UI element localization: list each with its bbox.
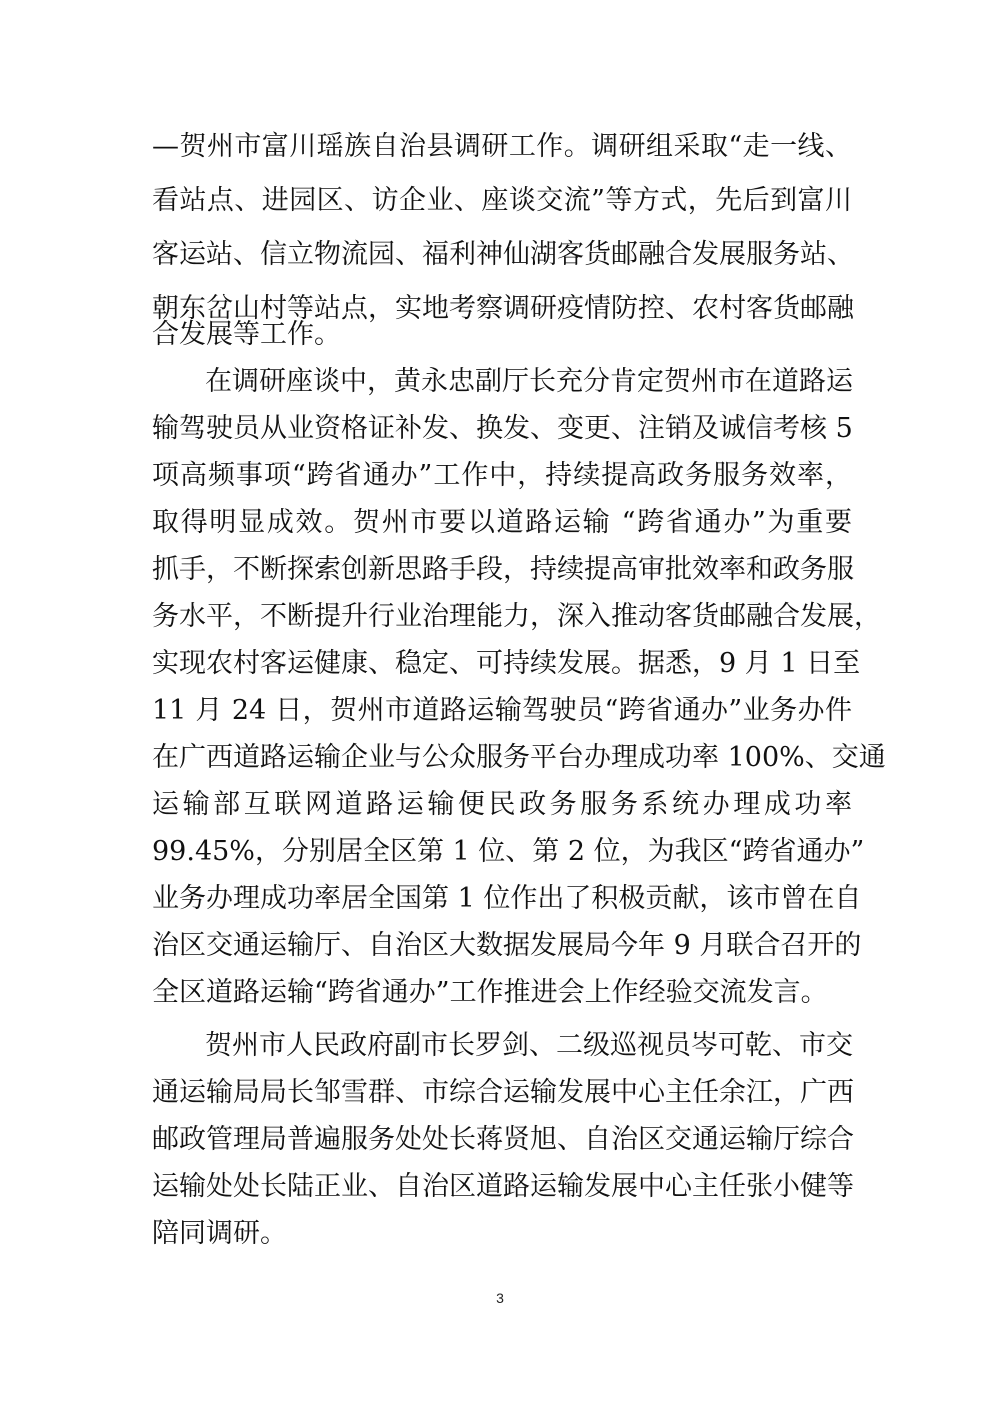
paragraph-3-line-5: 陪同调研。: [152, 1218, 287, 1249]
page-number: 3: [496, 1290, 504, 1306]
paragraph-2-line-10: 运输部互联网道路运输便民政务服务系统办理成功率: [152, 789, 852, 820]
paragraph-1-line-3: 客运站、信立物流园、福利神仙湖客货邮融合发展服务站、: [152, 239, 854, 270]
paragraph-1-line-5: 合发展等工作。: [152, 319, 341, 350]
paragraph-2-line-5: 抓手，不断探索创新思路手段，持续提高审批效率和政务服: [152, 554, 854, 585]
paragraph-2-line-3: 项高频事项“跨省通办”工作中，持续提高政务服务效率，: [152, 460, 852, 491]
paragraph-1-line-2: 看站点、进园区、访企业、座谈交流”等方式，先后到富川: [152, 185, 852, 216]
paragraph-3-line-4: 运输处处长陆正业、自治区道路运输发展中心主任张小健等: [152, 1171, 854, 1202]
paragraph-2-line-7: 实现农村客运健康、稳定、可持续发展。据悉，9 月 1 日至: [152, 648, 861, 679]
paragraph-3-line-2: 通运输局局长邹雪群、市综合运输发展中心主任余江，广西: [152, 1077, 854, 1108]
paragraph-2-line-1: 在调研座谈中，黄永忠副厅长充分肯定贺州市在道路运: [205, 366, 853, 397]
paragraph-2-line-8: 11 月 24 日，贺州市道路运输驾驶员“跨省通办”业务办件: [152, 695, 852, 726]
paragraph-2-line-14: 全区道路运输“跨省通办”工作推进会上作经验交流发言。: [152, 977, 828, 1008]
paragraph-1-line-1: —贺州市富川瑶族自治县调研工作。调研组采取“走一线、: [152, 131, 852, 162]
paragraph-2-line-13: 治区交通运输厅、自治区大数据发展局今年 9 月联合召开的: [152, 930, 862, 961]
paragraph-3-line-3: 邮政管理局普遍服务处处长蒋贤旭、自治区交通运输厅综合: [152, 1124, 854, 1155]
paragraph-2-line-11: 99.45%，分别居全区第 1 位、第 2 位，为我区“跨省通办”: [152, 836, 865, 867]
paragraph-1-line-4: 朝东岔山村等站点，实地考察调研疫情防控、农村客货邮融: [152, 293, 854, 324]
paragraph-2-line-9: 在广西道路运输企业与公众服务平台办理成功率 100%、交通: [152, 742, 886, 773]
paragraph-2-line-6: 务水平，不断提升行业治理能力，深入推动客货邮融合发展，: [152, 601, 881, 632]
paragraph-2-line-12: 业务办理成功率居全国第 1 位作出了积极贡献，该市曾在自: [152, 883, 862, 914]
paragraph-3-line-1: 贺州市人民政府副市长罗剑、二级巡视员岑可乾、市交: [205, 1030, 853, 1061]
paragraph-2-line-2: 输驾驶员从业资格证补发、换发、变更、注销及诚信考核 5: [152, 413, 853, 444]
paragraph-2-line-4: 取得明显成效。贺州市要以道路运输 “跨省通办”为重要: [152, 507, 852, 538]
